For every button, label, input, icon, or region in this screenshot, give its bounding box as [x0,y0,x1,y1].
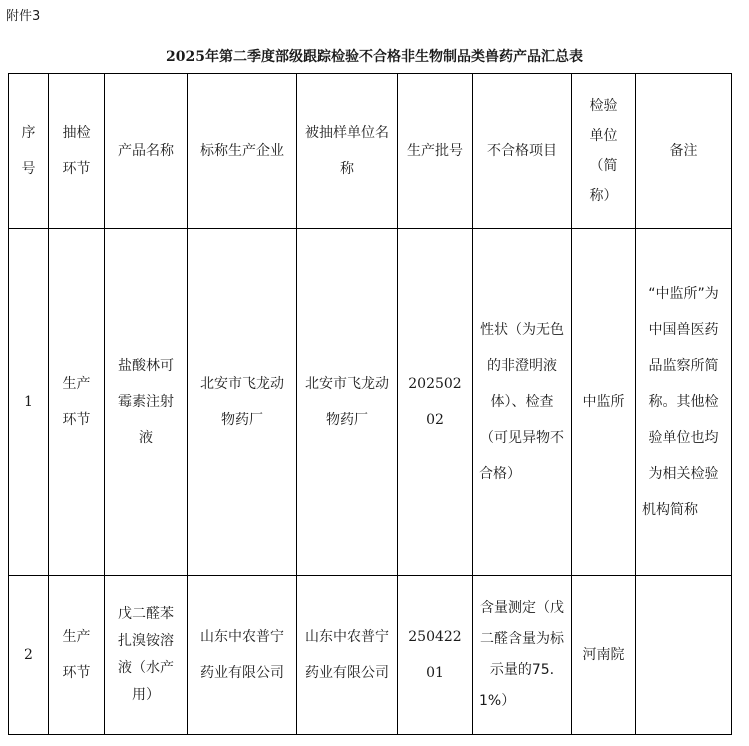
attachment-label: 附件3 [6,9,41,24]
row-batch: 25042201 [398,576,473,735]
row-sampled-unit: 北安市飞龙动物药厂 [297,229,398,576]
header-failed-item: 不合格项目 [473,74,572,229]
row-seq: 1 [9,229,49,576]
row-manufacturer: 北安市飞龙动物药厂 [188,229,297,576]
header-stage: 抽检环节 [49,74,105,229]
header-batch: 生产批号 [398,74,473,229]
row-sampled-unit: 山东中农普宁药业有限公司 [297,576,398,735]
row-failed-item: 性状（为无色的非澄明液体）、检查（可见异物不合格） [473,229,572,576]
row-seq: 2 [9,576,49,735]
table-row [9,576,732,735]
page-title: 2025年第二季度部级跟踪检验不合格非生物制品类兽药产品汇总表 [166,49,583,65]
row-stage: 生产环节 [49,576,105,735]
row-product: 盐酸林可霉素注射液 [105,229,188,576]
row-batch: 20250202 [398,229,473,576]
header-product: 产品名称 [105,74,188,229]
row-product: 戊二醛苯扎溴铵溶液（水产用） [105,576,188,735]
header-remark: 备注 [636,74,732,229]
summary-table [8,73,732,735]
header-seq: 序号 [9,74,49,229]
row-manufacturer: 山东中农普宁药业有限公司 [188,576,297,735]
header-lab: 检验单位（简称） [572,74,636,229]
row-failed-item: 含量测定（戊二醛含量为标示量的75.1%） [473,576,572,735]
row-remark [636,576,732,735]
table-header-row [9,74,732,229]
row-lab: 中监所 [572,229,636,576]
header-sampled-unit: 被抽样单位名称 [297,74,398,229]
row-remark: “中监所”为中国兽医药品监察所简称。其他检验单位也均为相关检验机构简称 [636,229,732,576]
table-row [9,229,732,576]
header-manufacturer: 标称生产企业 [188,74,297,229]
row-stage: 生产环节 [49,229,105,576]
row-lab: 河南院 [572,576,636,735]
